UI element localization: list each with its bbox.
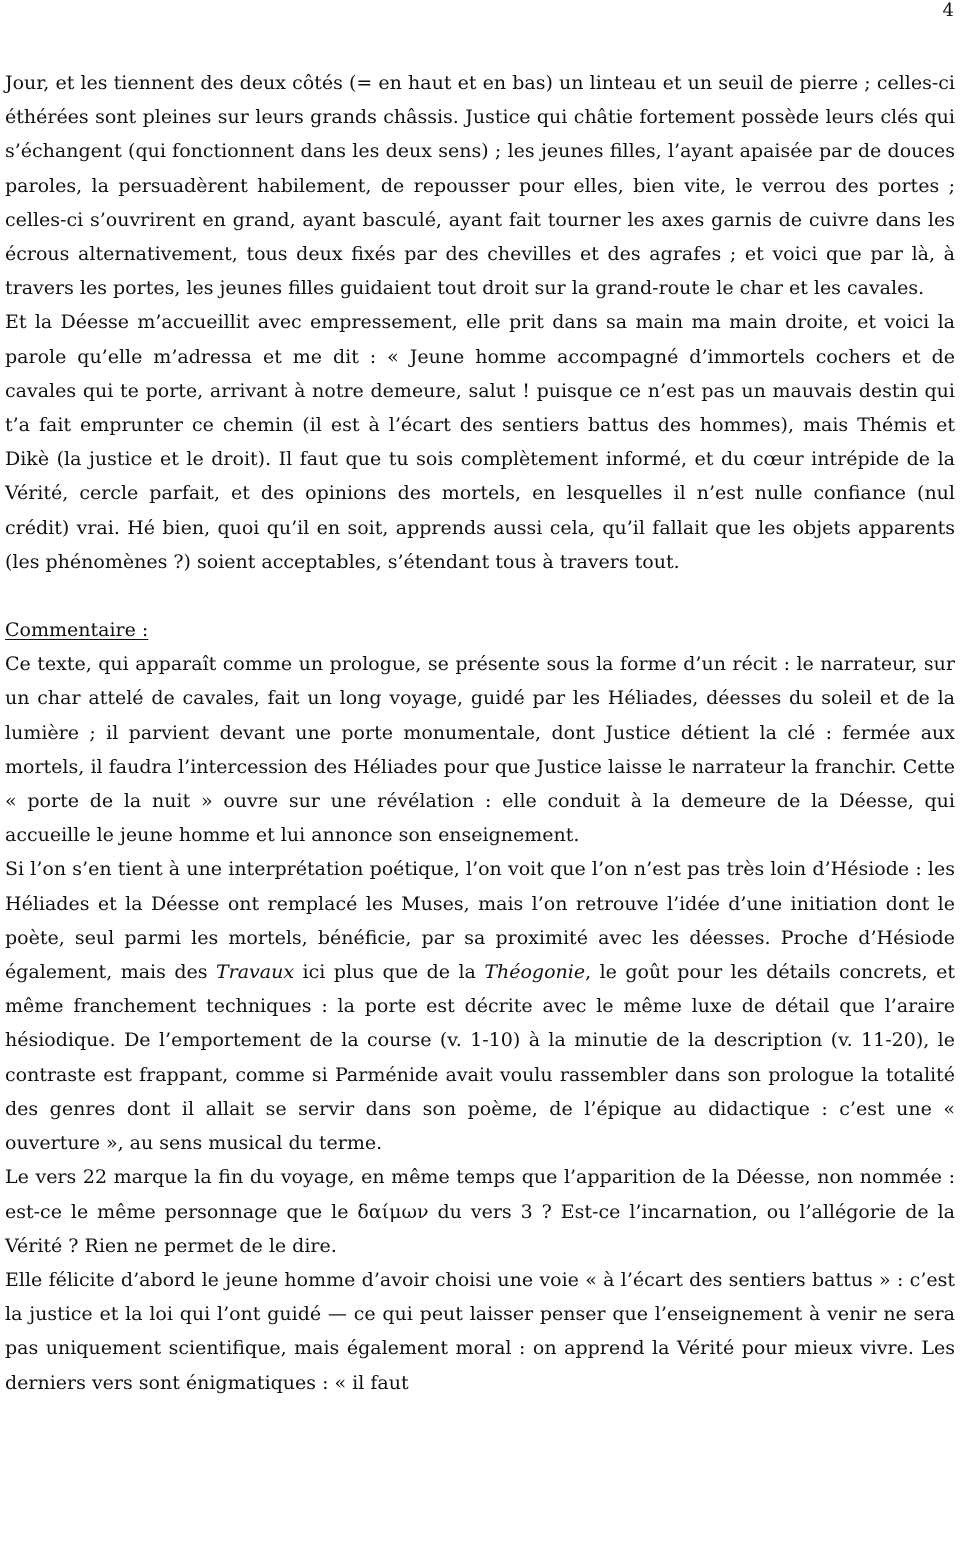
poem-paragraph-goddess: Et la Déesse m’accueillit avec empressement, elle prit dans sa main ma main droite, et voici la parole qu’elle m’adressa et me dit : « Jeune homme accompagné d’immortels cochers et de cavales qui te porte, arrivant à notre demeure, salut ! puisque ce n’est pas un mauvais destin qui t’a fait emprunter ce chemin (il est à l’écart des sentiers battus des hommes), mais Thémis et Dikè (la justice et le droit). Il faut que tu sois complètement informé, et du cœur intrépide de la Vérité, cercle parfait, et des opinions des mortels, en lesquelles il n’est nulle confiance (nul crédit) vrai. Hé bien, quoi qu’il en soit, apprends aussi cela, qu’il fallait que les objets apparents (les phénomènes ?) soient acceptables, s’étendant tous à travers tout.	[5, 311, 955, 573]
commentary-paragraph-prologue: Ce texte, qui apparaît comme un prologue, se présente sous la forme d’un récit : le narrateur, sur un char attelé de cavales, fait un long voyage, guidé par les Héliades, déesses du soleil et de la lumière ; il parvient devant une porte monumentale, dont Justice détient la clé : fermée aux mortels, il faudra l’intercession des Héliades pour que Justice laisse le narrateur la franchir. Cette « porte de la nuit » ouvre sur une révélation : elle conduit à la demeure de la Déesse, qui accueille le jeune homme et lui annonce son enseignement.	[5, 653, 955, 847]
commentary-paragraph-justice: Elle félicite d’abord le jeune homme d’avoir choisi une voie « à l’écart des sentiers battus » : c’est la justice et la loi qui l’ont guidé — ce qui peut laisser penser que l’enseignement à venir ne sera pas uniquement scientifique, mais également moral : on apprend la Vérité pour mieux vivre. Les derniers vers sont énigmatiques : « il faut	[5, 1268, 955, 1394]
page-number: 4	[942, 0, 954, 21]
title-travaux: Travaux	[215, 961, 295, 984]
poem-paragraph-gates: Jour, et les tiennent des deux côtés (= en haut et en bas) un linteau et un seuil de pierre ; celles-ci éthérées sont pleines sur leurs grands châssis. Justice qui châtie fortement possède leurs clés qui s’échangent (qui fonctionnent dans les deux sens) ; les jeunes filles, l’ayant apaisée par de douces paroles, la persuadèrent habilement, de repousser pour elles, bien vite, le verrou des portes ; celles-ci s’ouvrirent en grand, ayant basculé, ayant fait tourner les axes garnis de cuivre dans les écrous alternativement, tous deux fixés par des chevilles et des agrafes ; et voici que par là, à travers les portes, les jeunes filles guidaient tout droit sur la grand-route le char et les cavales.	[5, 72, 955, 300]
paragraph-spacer	[5, 579, 955, 613]
commentary-heading	[5, 613, 955, 647]
title-theogonie: Théogonie	[484, 961, 586, 984]
commentary-heading-text: Commentaire :	[5, 619, 149, 642]
commentary-paragraph-verse22: Le vers 22 marque la fin du voyage, en même temps que l’apparition de la Déesse, non nommée : est-ce le même personnage que le δαίμων du vers 3 ? Est-ce l’incarnation, ou l’allégorie de la Vérité ? Rien ne permet de le dire.	[5, 1166, 955, 1257]
document-body	[5, 66, 955, 1400]
text-run: , le goût pour les détails concrets, et même franchement techniques : la porte est décrite avec le même luxe de détail que l’araire hésiodique. De l’emportement de la course (v. 1-10) à la minutie de la description (v. 11-20), le contraste est frappant, comme si Parménide avait voulu rassembler dans son prologue la totalité des genres dont il allait se servir dans son poème, de l’épique au didactique : c’est une « ouverture », au sens musical du terme.	[5, 961, 955, 1155]
commentary-paragraph-hesiod	[5, 852, 955, 1160]
text-run: Si l’on s’en tient à une interprétation poétique, l’on voit que l’on n’est pas très loin d’Hésiode : les Héliades et la Déesse ont remplacé les Muses, mais l’on retrouve l’idée d’une initiation dont le poète, seul parmi les mortels, bénéficie, par sa proximité avec les déesses. Proche d’Hésiode également, mais des	[5, 858, 955, 984]
text-run: ici plus que de la	[294, 961, 485, 984]
